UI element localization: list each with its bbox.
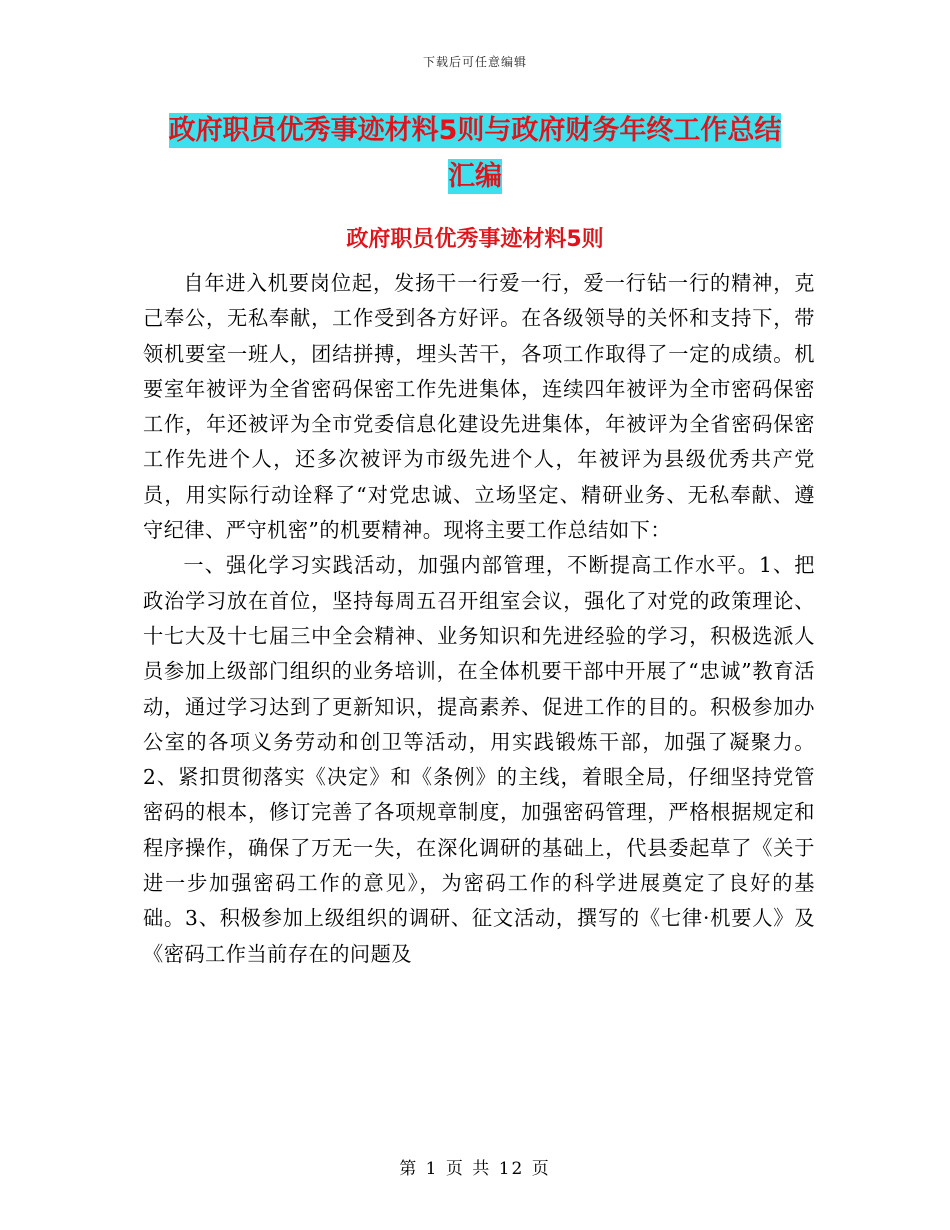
document-title xyxy=(140,108,810,200)
document-title-line-2: 汇编 xyxy=(448,161,502,192)
paragraph: 一、强化学习实践活动，加强内部管理，不断提高工作水平。1、把政治学习放在首位，坚持每周五召开组室会议，强化了对党的政策理论、十七大及十七届三中全会精神、业务知识和先进经验的学习，积极选派人员参加上级部门组织的业务培训，在全体机要干部中开展了“忠诚”教育活动，通过学习达到了更新知识，提高素养、促进工作的目的。积极参加办公室的各项义务劳动和创卫等活动，用实践锻炼干部，加强了凝聚力。2、紧扣贯彻落实《决定》和《条例》的主线，着眼全局，仔细坚持党管密码的根本，修订完善了各项规章制度，加强密码管理，严格根据规定和程序操作，确保了万无一失，在深化调研的基础上，代县委起草了《关于进一步加强密码工作的意见》，为密码工作的科学进展奠定了良好的基础。3、积极参加上级组织的调研、征文活动，撰写的《七律·机要人》及《密码工作当前存在的问题及 xyxy=(143,553,815,966)
header-note: 下载后可任意编辑 xyxy=(422,55,527,69)
paragraph: 自年进入机要岗位起，发扬干一行爱一行，爱一行钻一行的精神，克己奉公，无私奉献，工作受到各方好评。在各级领导的关怀和支持下，带领机要室一班人，团结拼搏，埋头苦干，各项工作取得了一定的成绩。机要室年被评为全省密码保密工作先进集体，连续四年被评为全市密码保密工作，年还被评为全市党委信息化建设先进集体，年被评为全省密码保密工作先进个人，还多次被评为市级先进个人，年被评为县级优秀共产党员，用实际行动诠释了“对党忠诚、立场坚定、精研业务、无私奉献、遵守纪律、严守机密”的机要精神。现将主要工作总结如下： xyxy=(143,271,815,543)
body-text xyxy=(143,266,815,972)
page-number: 第 1 页 共 12 页 xyxy=(399,1159,551,1179)
document-title-line-1: 政府职员优秀事迹材料5则与政府财务年终工作总结 xyxy=(168,115,782,146)
section-title: 政府职员优秀事迹材料5则 xyxy=(346,227,604,252)
